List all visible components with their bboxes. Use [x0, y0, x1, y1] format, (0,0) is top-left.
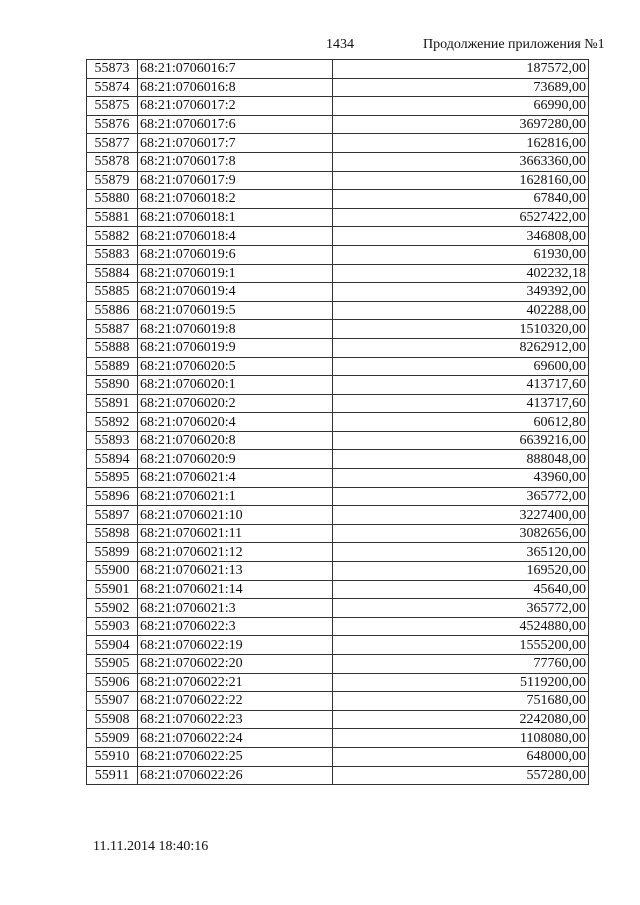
table-row: [87, 320, 589, 339]
cadastral-value-cell: 3697280,00: [333, 115, 589, 134]
table-row: [87, 171, 589, 190]
table-row: [87, 599, 589, 618]
cadastral-value-cell: 1510320,00: [333, 320, 589, 339]
cadastral-number-cell: 68:21:0706022:19: [138, 636, 333, 655]
cadastral-value-cell: 4524880,00: [333, 617, 589, 636]
table-row: [87, 766, 589, 785]
table-row: [87, 562, 589, 581]
row-number-cell: 55875: [87, 97, 138, 116]
cadastral-value-cell: 66990,00: [333, 97, 589, 116]
row-number-cell: 55896: [87, 487, 138, 506]
cadastral-number-cell: 68:21:0706022:24: [138, 729, 333, 748]
table-row: [87, 617, 589, 636]
row-number-cell: 55906: [87, 673, 138, 692]
cadastral-number-cell: 68:21:0706021:3: [138, 599, 333, 618]
cadastral-value-cell: 3082656,00: [333, 524, 589, 543]
row-number-cell: 55882: [87, 227, 138, 246]
cadastral-number-cell: 68:21:0706016:8: [138, 78, 333, 97]
cadastral-number-cell: 68:21:0706020:1: [138, 376, 333, 395]
registry-table: [86, 59, 589, 785]
cadastral-value-cell: 365120,00: [333, 543, 589, 562]
row-number-cell: 55880: [87, 190, 138, 209]
row-number-cell: 55890: [87, 376, 138, 395]
row-number-cell: 55903: [87, 617, 138, 636]
table-row: [87, 524, 589, 543]
cadastral-number-cell: 68:21:0706021:14: [138, 580, 333, 599]
table-row: [87, 487, 589, 506]
row-number-cell: 55883: [87, 245, 138, 264]
cadastral-value-cell: 402288,00: [333, 301, 589, 320]
row-number-cell: 55881: [87, 208, 138, 227]
cadastral-value-cell: 169520,00: [333, 562, 589, 581]
table-row: [87, 655, 589, 674]
table-row: [87, 636, 589, 655]
row-number-cell: 55892: [87, 413, 138, 432]
row-number-cell: 55902: [87, 599, 138, 618]
cadastral-number-cell: 68:21:0706017:8: [138, 152, 333, 171]
table-row: [87, 469, 589, 488]
cadastral-value-cell: 6639216,00: [333, 431, 589, 450]
table-row: [87, 710, 589, 729]
row-number-cell: 55887: [87, 320, 138, 339]
row-number-cell: 55874: [87, 78, 138, 97]
row-number-cell: 55886: [87, 301, 138, 320]
cadastral-value-cell: 162816,00: [333, 134, 589, 153]
cadastral-number-cell: 68:21:0706022:22: [138, 692, 333, 711]
table-row: [87, 264, 589, 283]
cadastral-number-cell: 68:21:0706019:1: [138, 264, 333, 283]
row-number-cell: 55911: [87, 766, 138, 785]
table-row: [87, 97, 589, 116]
row-number-cell: 55877: [87, 134, 138, 153]
row-number-cell: 55894: [87, 450, 138, 469]
row-number-cell: 55907: [87, 692, 138, 711]
row-number-cell: 55891: [87, 394, 138, 413]
cadastral-number-cell: 68:21:0706018:4: [138, 227, 333, 246]
table-row: [87, 673, 589, 692]
row-number-cell: 55885: [87, 283, 138, 302]
row-number-cell: 55900: [87, 562, 138, 581]
cadastral-value-cell: 5119200,00: [333, 673, 589, 692]
cadastral-value-cell: 187572,00: [333, 60, 589, 79]
table-row: [87, 506, 589, 525]
cadastral-number-cell: 68:21:0706018:2: [138, 190, 333, 209]
table-row: [87, 134, 589, 153]
row-number-cell: 55901: [87, 580, 138, 599]
table-row: [87, 78, 589, 97]
cadastral-value-cell: 365772,00: [333, 487, 589, 506]
cadastral-number-cell: 68:21:0706021:1: [138, 487, 333, 506]
cadastral-value-cell: 1628160,00: [333, 171, 589, 190]
cadastral-number-cell: 68:21:0706022:23: [138, 710, 333, 729]
appendix-continuation-note: Продолжение приложения №1: [423, 37, 605, 52]
cadastral-value-cell: 77760,00: [333, 655, 589, 674]
table-row: [87, 152, 589, 171]
cadastral-number-cell: 68:21:0706018:1: [138, 208, 333, 227]
cadastral-number-cell: 68:21:0706020:4: [138, 413, 333, 432]
table-row: [87, 245, 589, 264]
table-row: [87, 376, 589, 395]
table-row: [87, 580, 589, 599]
cadastral-value-cell: 73689,00: [333, 78, 589, 97]
cadastral-number-cell: 68:21:0706021:4: [138, 469, 333, 488]
table-row: [87, 283, 589, 302]
cadastral-number-cell: 68:21:0706019:6: [138, 245, 333, 264]
cadastral-value-cell: 751680,00: [333, 692, 589, 711]
row-number-cell: 55878: [87, 152, 138, 171]
table-row: [87, 543, 589, 562]
row-number-cell: 55904: [87, 636, 138, 655]
table-row: [87, 413, 589, 432]
cadastral-value-cell: 43960,00: [333, 469, 589, 488]
page-number: 1434: [326, 37, 354, 52]
cadastral-number-cell: 68:21:0706019:4: [138, 283, 333, 302]
table-row: [87, 747, 589, 766]
cadastral-value-cell: 346808,00: [333, 227, 589, 246]
table-row: [87, 450, 589, 469]
row-number-cell: 55889: [87, 357, 138, 376]
row-number-cell: 55909: [87, 729, 138, 748]
cadastral-value-cell: 45640,00: [333, 580, 589, 599]
cadastral-value-cell: 413717,60: [333, 376, 589, 395]
cadastral-number-cell: 68:21:0706021:13: [138, 562, 333, 581]
cadastral-value-cell: 67840,00: [333, 190, 589, 209]
cadastral-number-cell: 68:21:0706017:6: [138, 115, 333, 134]
cadastral-number-cell: 68:21:0706016:7: [138, 60, 333, 79]
cadastral-number-cell: 68:21:0706020:5: [138, 357, 333, 376]
table-row: [87, 208, 589, 227]
cadastral-value-cell: 1555200,00: [333, 636, 589, 655]
cadastral-value-cell: 888048,00: [333, 450, 589, 469]
cadastral-value-cell: 60612,80: [333, 413, 589, 432]
cadastral-number-cell: 68:21:0706022:21: [138, 673, 333, 692]
row-number-cell: 55910: [87, 747, 138, 766]
row-number-cell: 55884: [87, 264, 138, 283]
row-number-cell: 55895: [87, 469, 138, 488]
table-row: [87, 394, 589, 413]
cadastral-value-cell: 349392,00: [333, 283, 589, 302]
cadastral-number-cell: 68:21:0706019:5: [138, 301, 333, 320]
cadastral-number-cell: 68:21:0706022:26: [138, 766, 333, 785]
cadastral-value-cell: 648000,00: [333, 747, 589, 766]
cadastral-number-cell: 68:21:0706021:11: [138, 524, 333, 543]
table-row: [87, 115, 589, 134]
cadastral-value-cell: 413717,60: [333, 394, 589, 413]
row-number-cell: 55893: [87, 431, 138, 450]
table-row: [87, 190, 589, 209]
row-number-cell: 55876: [87, 115, 138, 134]
table-row: [87, 692, 589, 711]
cadastral-value-cell: 61930,00: [333, 245, 589, 264]
cadastral-value-cell: 557280,00: [333, 766, 589, 785]
table-row: [87, 431, 589, 450]
cadastral-number-cell: 68:21:0706020:8: [138, 431, 333, 450]
cadastral-number-cell: 68:21:0706019:9: [138, 338, 333, 357]
cadastral-number-cell: 68:21:0706020:9: [138, 450, 333, 469]
table-row: [87, 301, 589, 320]
row-number-cell: 55888: [87, 338, 138, 357]
row-number-cell: 55897: [87, 506, 138, 525]
cadastral-number-cell: 68:21:0706021:12: [138, 543, 333, 562]
cadastral-number-cell: 68:21:0706017:2: [138, 97, 333, 116]
row-number-cell: 55905: [87, 655, 138, 674]
cadastral-number-cell: 68:21:0706022:25: [138, 747, 333, 766]
row-number-cell: 55899: [87, 543, 138, 562]
cadastral-value-cell: 3663360,00: [333, 152, 589, 171]
cadastral-number-cell: 68:21:0706017:7: [138, 134, 333, 153]
footer-timestamp: 11.11.2014 18:40:16: [93, 839, 209, 854]
cadastral-value-cell: 3227400,00: [333, 506, 589, 525]
cadastral-value-cell: 2242080,00: [333, 710, 589, 729]
row-number-cell: 55879: [87, 171, 138, 190]
table-row: [87, 338, 589, 357]
row-number-cell: 55873: [87, 60, 138, 79]
cadastral-value-cell: 365772,00: [333, 599, 589, 618]
table-row: [87, 60, 589, 79]
cadastral-number-cell: 68:21:0706022:20: [138, 655, 333, 674]
cadastral-value-cell: 6527422,00: [333, 208, 589, 227]
cadastral-number-cell: 68:21:0706019:8: [138, 320, 333, 339]
cadastral-value-cell: 69600,00: [333, 357, 589, 376]
table-row: [87, 729, 589, 748]
cadastral-number-cell: 68:21:0706017:9: [138, 171, 333, 190]
registry-table-body: [87, 60, 589, 785]
cadastral-number-cell: 68:21:0706020:2: [138, 394, 333, 413]
row-number-cell: 55908: [87, 710, 138, 729]
cadastral-value-cell: 8262912,00: [333, 338, 589, 357]
cadastral-number-cell: 68:21:0706022:3: [138, 617, 333, 636]
table-row: [87, 227, 589, 246]
row-number-cell: 55898: [87, 524, 138, 543]
cadastral-number-cell: 68:21:0706021:10: [138, 506, 333, 525]
cadastral-value-cell: 1108080,00: [333, 729, 589, 748]
table-row: [87, 357, 589, 376]
cadastral-value-cell: 402232,18: [333, 264, 589, 283]
